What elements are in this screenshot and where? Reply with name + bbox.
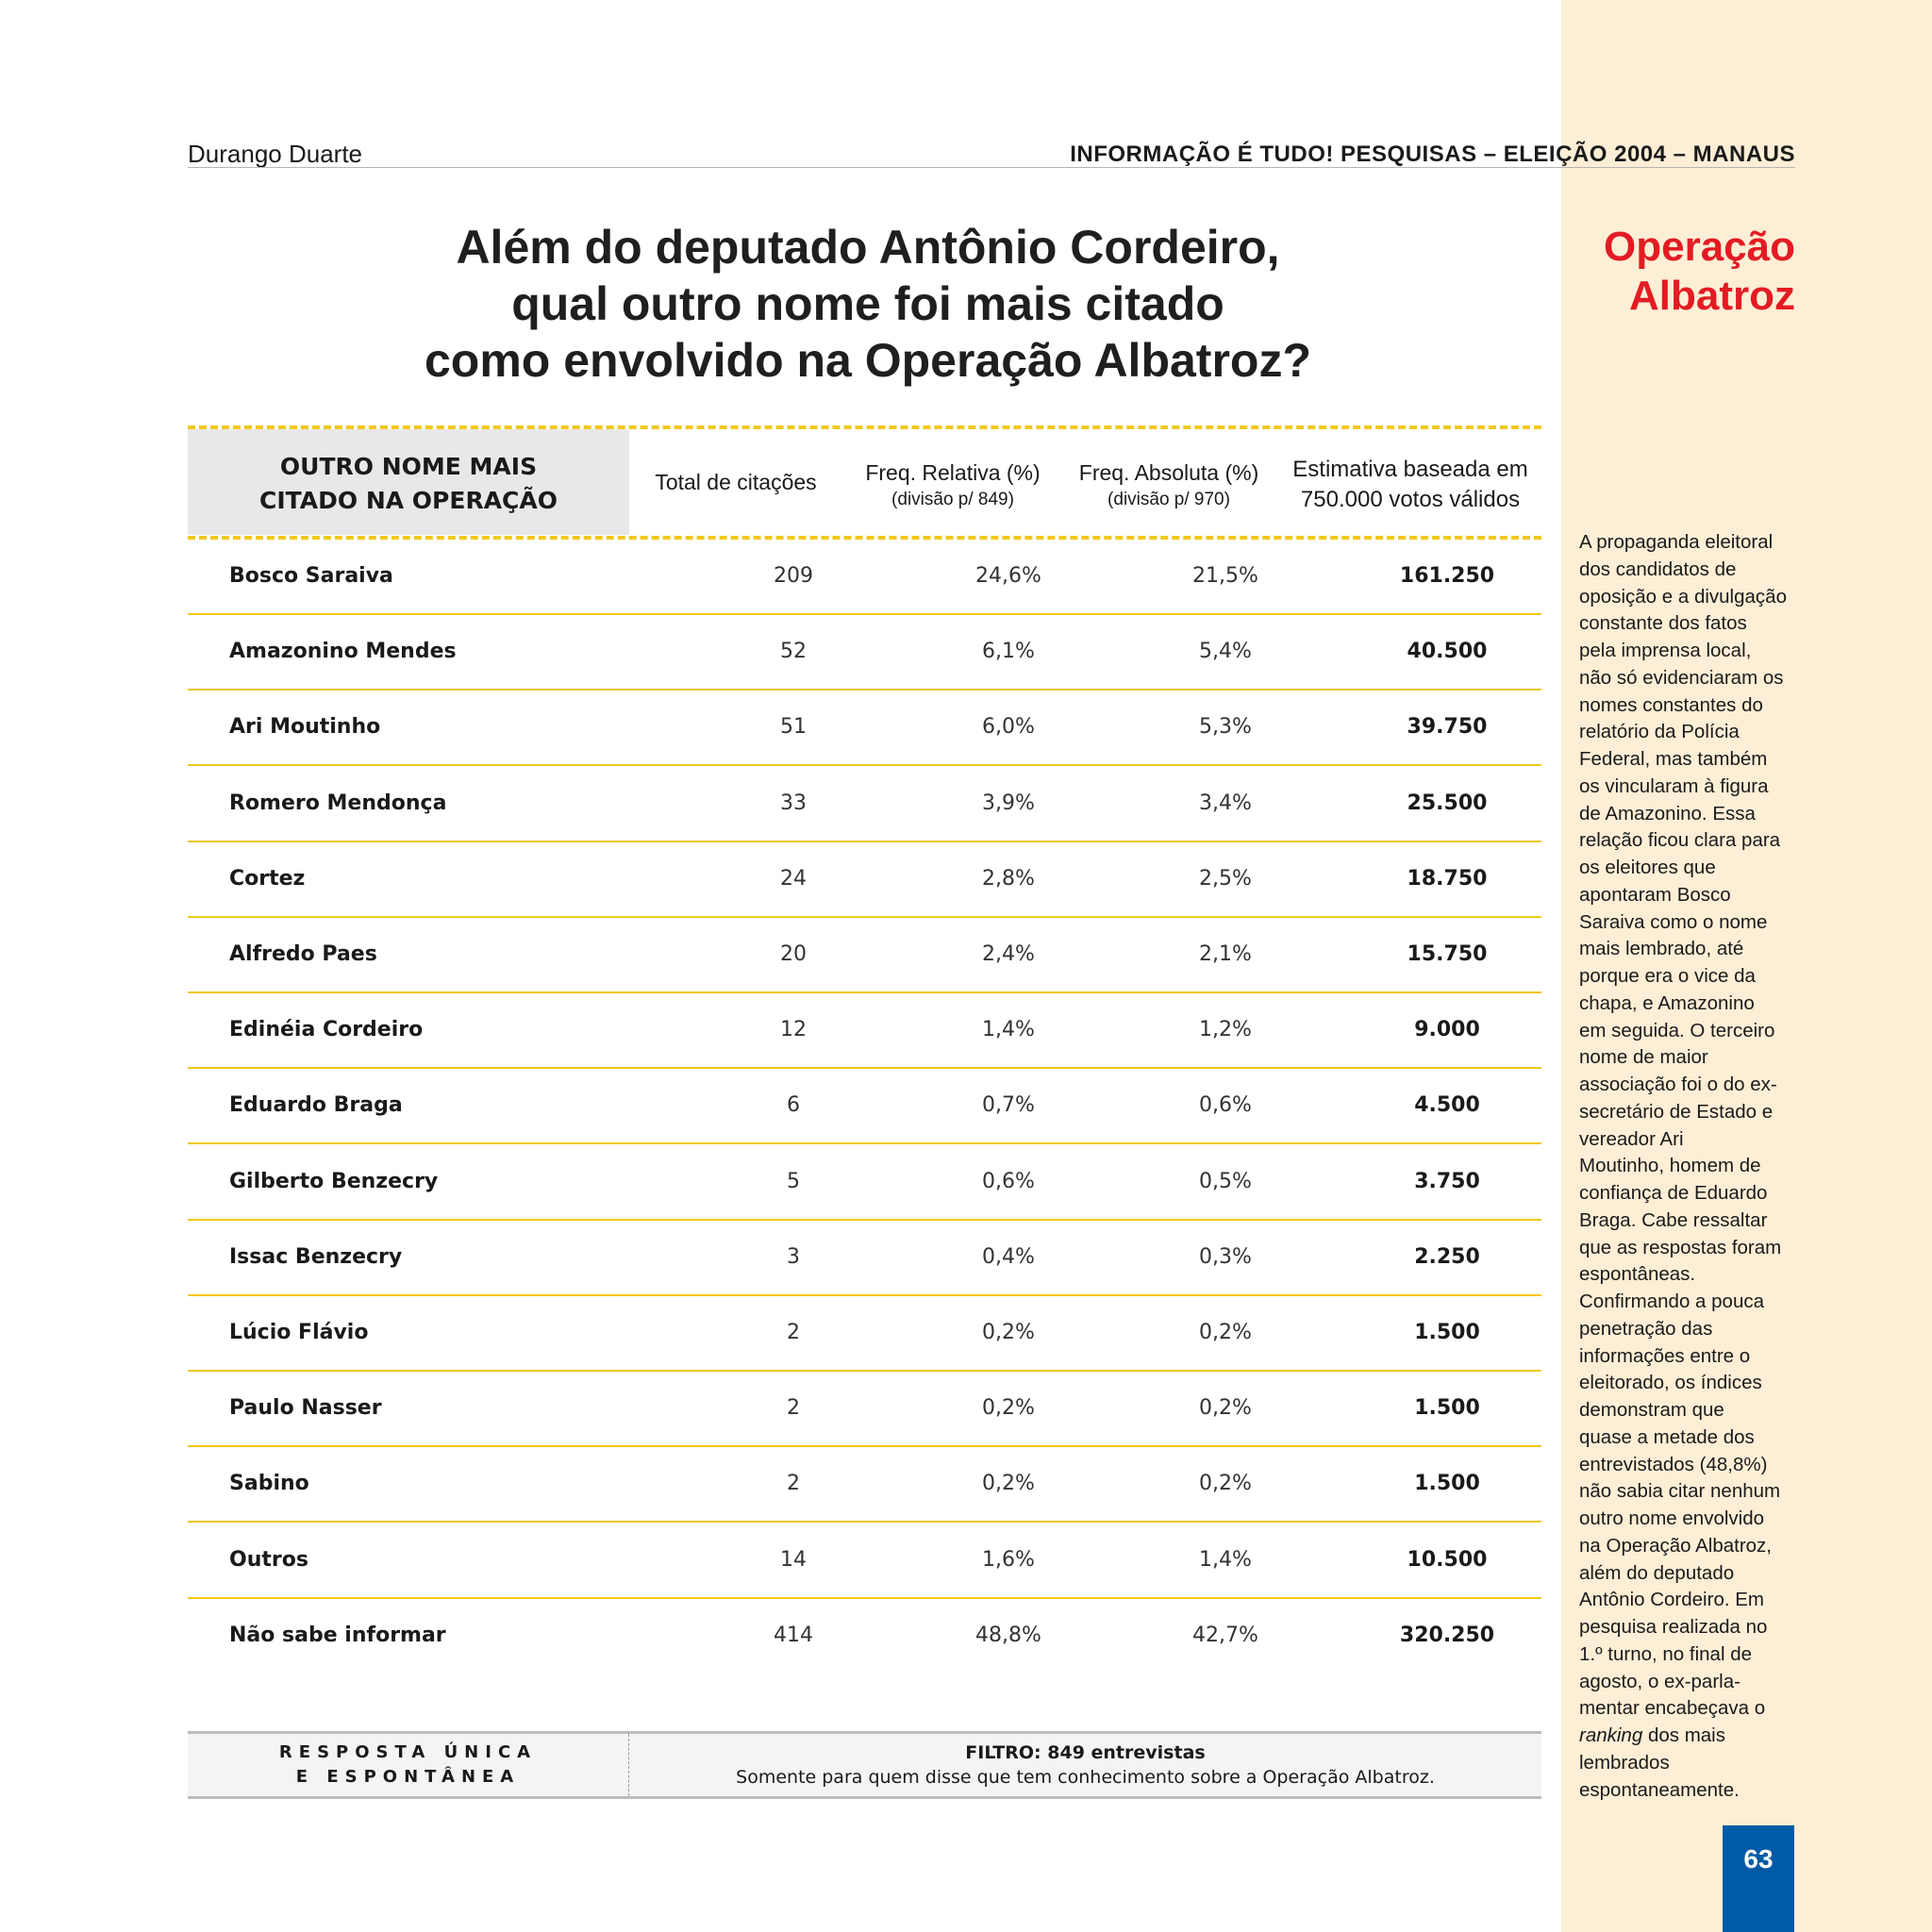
row-absolute: 1,2% bbox=[1199, 1018, 1252, 1041]
sidebar-text-line: eleitorado, os índices bbox=[1579, 1372, 1762, 1394]
row-total: 2 bbox=[787, 1321, 800, 1344]
row-name: Eduardo Braga bbox=[229, 1093, 403, 1117]
column-header-name-line: OUTRO NOME MAIS bbox=[279, 453, 538, 480]
row-relative: 2,8% bbox=[982, 867, 1035, 891]
row-absolute: 21,5% bbox=[1192, 564, 1258, 588]
column-header-relative bbox=[849, 458, 1057, 513]
sidebar-text-line: Braga. Cabe ressaltar bbox=[1579, 1208, 1768, 1231]
row-name: Alfredo Paes bbox=[229, 942, 377, 966]
row-estimate: 3.750 bbox=[1414, 1170, 1480, 1193]
sidebar-text-line: chapa, e Amazonino bbox=[1579, 991, 1755, 1014]
sidebar-text-line: na Operação Albatroz, bbox=[1579, 1534, 1772, 1557]
sidebar-text-line: associação foi o do ex- bbox=[1579, 1074, 1777, 1095]
row-name: Sabino bbox=[229, 1472, 309, 1495]
row-estimate: 40.500 bbox=[1407, 640, 1488, 663]
row-estimate: 15.750 bbox=[1407, 942, 1488, 966]
table-row bbox=[188, 540, 1541, 615]
column-header-absolute-label: Freq. Absoluta (%) bbox=[1078, 460, 1259, 485]
row-estimate: 2.250 bbox=[1414, 1245, 1480, 1269]
row-absolute: 0,6% bbox=[1199, 1093, 1252, 1117]
row-absolute: 2,5% bbox=[1199, 867, 1252, 891]
question-line: Além do deputado Antônio Cordeiro, bbox=[456, 221, 1280, 274]
sidebar-text-line: os eleitores que bbox=[1579, 857, 1716, 878]
response-type bbox=[188, 1734, 629, 1796]
sidebar-text-line: quase a metade dos bbox=[1579, 1425, 1755, 1448]
table-row bbox=[188, 1221, 1541, 1296]
sidebar-title bbox=[1512, 223, 1795, 321]
sidebar-text-line: penetração das bbox=[1579, 1317, 1713, 1340]
row-absolute: 1,4% bbox=[1199, 1548, 1252, 1572]
table-row bbox=[188, 1145, 1541, 1221]
column-header-absolute bbox=[1064, 458, 1274, 513]
question-line: como envolvido na Operação Albatroz? bbox=[425, 334, 1311, 387]
table-row bbox=[188, 1599, 1541, 1674]
sidebar-text-line: apontaram Bosco bbox=[1579, 883, 1731, 906]
column-header-estimate bbox=[1278, 455, 1542, 515]
column-header-total-label: Total de citações bbox=[655, 470, 817, 494]
sidebar-text-line: Moutinho, homem de bbox=[1579, 1155, 1761, 1177]
row-total: 24 bbox=[780, 867, 807, 891]
row-total: 52 bbox=[780, 640, 807, 663]
row-relative: 0,2% bbox=[982, 1321, 1035, 1344]
row-estimate: 320.250 bbox=[1399, 1624, 1495, 1647]
row-name: Cortez bbox=[229, 867, 306, 891]
row-total: 209 bbox=[774, 564, 813, 588]
response-type-line: E ESPONTÂNEA bbox=[295, 1767, 521, 1787]
row-relative: 1,6% bbox=[982, 1548, 1035, 1572]
row-estimate: 39.750 bbox=[1407, 715, 1488, 739]
row-total: 12 bbox=[780, 1018, 807, 1041]
row-relative: 3,9% bbox=[982, 791, 1035, 815]
sidebar-title-line: Operação bbox=[1604, 224, 1795, 270]
row-relative: 0,4% bbox=[982, 1245, 1035, 1269]
column-header-relative-label: Freq. Relativa (%) bbox=[865, 460, 1041, 485]
row-absolute: 5,4% bbox=[1199, 640, 1252, 663]
table-row bbox=[188, 918, 1541, 993]
sidebar-text-line: espontâneas. bbox=[1579, 1263, 1696, 1286]
row-estimate: 4.500 bbox=[1414, 1093, 1480, 1117]
row-estimate: 1.500 bbox=[1414, 1396, 1480, 1420]
sidebar-text-line: mais lembrado, até bbox=[1579, 938, 1744, 960]
row-total: 414 bbox=[774, 1624, 813, 1647]
row-total: 2 bbox=[787, 1396, 800, 1420]
sidebar-text-line: pela imprensa local, bbox=[1579, 640, 1752, 661]
sidebar-text-line: constante dos fatos bbox=[1579, 612, 1747, 635]
sidebar-text-line: pesquisa realizada no bbox=[1579, 1616, 1768, 1638]
column-header-relative-sub: (divisão p/ 849) bbox=[891, 490, 1014, 509]
row-total: 20 bbox=[780, 942, 807, 966]
sidebar-text-line: oposição e a divulgação bbox=[1579, 585, 1787, 608]
sidebar-text-line: A propaganda eleitoral bbox=[1579, 531, 1774, 553]
sidebar-text-line: dos candidatos de bbox=[1579, 558, 1737, 580]
sidebar-text-line: espontaneamente. bbox=[1579, 1778, 1740, 1801]
sidebar-text-line: agosto, o ex-parla- bbox=[1579, 1670, 1740, 1692]
table-row bbox=[188, 993, 1541, 1069]
sidebar-text-line: entrevistados (48,8%) bbox=[1579, 1453, 1768, 1475]
sidebar-text-line: nome de maior bbox=[1579, 1046, 1708, 1069]
row-estimate: 1.500 bbox=[1414, 1321, 1480, 1344]
sidebar-title-line: Albatroz bbox=[1629, 273, 1795, 319]
row-total: 51 bbox=[780, 715, 807, 739]
page-number: 63 bbox=[1723, 1825, 1794, 1932]
row-name: Gilberto Benzecry bbox=[229, 1170, 439, 1193]
sidebar-text-line: Saraiva como o nome bbox=[1579, 910, 1768, 933]
row-absolute: 0,2% bbox=[1199, 1321, 1252, 1344]
column-header-estimate-line: 750.000 votos válidos bbox=[1300, 487, 1521, 512]
table-row bbox=[188, 767, 1541, 842]
row-name: Outros bbox=[229, 1548, 308, 1572]
row-relative: 2,4% bbox=[982, 942, 1035, 966]
filter-description: Somente para quem disse que tem conhecimento sobre a Operação Albatroz. bbox=[736, 1767, 1435, 1788]
column-header-absolute-sub: (divisão p/ 970) bbox=[1108, 490, 1230, 509]
sidebar-text-line: que as respostas foram bbox=[1579, 1236, 1782, 1258]
sidebar-text-line: os vincularam à figura bbox=[1579, 774, 1769, 797]
sidebar-text-line: relatório da Polícia bbox=[1579, 721, 1740, 743]
row-total: 2 bbox=[787, 1472, 800, 1495]
table-row bbox=[188, 615, 1541, 691]
row-absolute: 5,3% bbox=[1199, 715, 1252, 739]
sidebar-text-line: relação ficou clara para bbox=[1579, 829, 1781, 852]
column-header-estimate-line: Estimativa baseada em bbox=[1292, 457, 1528, 482]
row-absolute: 0,2% bbox=[1199, 1472, 1252, 1495]
sidebar-text-line: não sabia citar nenhum bbox=[1579, 1480, 1781, 1503]
sidebar-text-line: 1.º turno, no final de bbox=[1579, 1642, 1752, 1665]
row-absolute: 3,4% bbox=[1199, 791, 1252, 815]
row-estimate: 18.750 bbox=[1407, 867, 1488, 891]
row-absolute: 2,1% bbox=[1199, 942, 1252, 966]
row-estimate: 1.500 bbox=[1414, 1472, 1480, 1495]
column-header-name bbox=[188, 450, 629, 518]
row-relative: 1,4% bbox=[982, 1018, 1035, 1041]
filter-label: FILTRO: 849 entrevistas bbox=[965, 1742, 1206, 1763]
header-divider bbox=[188, 167, 1795, 168]
row-name: Ari Moutinho bbox=[229, 715, 381, 739]
row-absolute: 0,3% bbox=[1199, 1245, 1252, 1269]
row-relative: 6,0% bbox=[982, 715, 1035, 739]
sidebar-text-line: além do deputado bbox=[1579, 1561, 1735, 1584]
sidebar-text-line: secretário de Estado e bbox=[1579, 1100, 1774, 1123]
publication-title: INFORMAÇÃO É TUDO! PESQUISAS – ELEIÇÃO 2004 – MANAUS bbox=[1070, 142, 1795, 167]
filter-note bbox=[629, 1734, 1541, 1796]
row-relative: 6,1% bbox=[982, 640, 1035, 663]
row-name: Issac Benzecry bbox=[229, 1245, 403, 1269]
table-row bbox=[188, 1447, 1541, 1523]
row-total: 14 bbox=[780, 1548, 807, 1572]
table-row bbox=[188, 842, 1541, 918]
row-relative: 24,6% bbox=[975, 564, 1041, 588]
sidebar-text-line: não só evidenciaram os bbox=[1579, 666, 1784, 689]
sidebar-text-line: demonstram que bbox=[1579, 1399, 1724, 1421]
author-name: Durango Duarte bbox=[188, 140, 362, 168]
row-relative: 0,6% bbox=[982, 1170, 1035, 1193]
sidebar-text-line: Confirmando a pouca bbox=[1579, 1291, 1765, 1312]
sidebar-text-line: lembrados bbox=[1579, 1751, 1670, 1774]
sidebar-text-line: confiança de Eduardo bbox=[1579, 1182, 1768, 1204]
question-title bbox=[311, 219, 1424, 389]
row-name: Bosco Saraiva bbox=[229, 564, 393, 588]
table-footer bbox=[188, 1731, 1541, 1799]
row-absolute: 0,5% bbox=[1199, 1170, 1252, 1193]
sidebar-text-line: em seguida. O terceiro bbox=[1579, 1019, 1775, 1041]
sidebar-text-line: de Amazonino. Essa bbox=[1579, 802, 1756, 824]
row-name: Amazonino Mendes bbox=[229, 640, 457, 663]
sidebar-text-line: Antônio Cordeiro. Em bbox=[1579, 1589, 1764, 1611]
sidebar-text-line: informações entre o bbox=[1579, 1344, 1751, 1367]
sidebar-text-line: Federal, mas também bbox=[1579, 748, 1768, 770]
row-name: Paulo Nasser bbox=[229, 1396, 382, 1420]
row-total: 6 bbox=[787, 1093, 800, 1117]
row-relative: 0,2% bbox=[982, 1396, 1035, 1420]
row-relative: 0,2% bbox=[982, 1472, 1035, 1495]
row-total: 5 bbox=[787, 1170, 800, 1193]
row-relative: 48,8% bbox=[975, 1624, 1041, 1647]
question-line: qual outro nome foi mais citado bbox=[511, 277, 1224, 330]
row-estimate: 25.500 bbox=[1407, 791, 1488, 815]
sidebar-text-line: ranking dos mais bbox=[1579, 1724, 1725, 1746]
row-absolute: 0,2% bbox=[1199, 1396, 1252, 1420]
table-row bbox=[188, 1069, 1541, 1144]
column-header-name-line: CITADO NA OPERAÇÃO bbox=[259, 487, 558, 514]
table-row bbox=[188, 1372, 1541, 1447]
sidebar-text bbox=[1579, 529, 1802, 1804]
row-estimate: 10.500 bbox=[1407, 1548, 1488, 1572]
sidebar-text-line: nomes constantes do bbox=[1579, 693, 1763, 716]
table-row bbox=[188, 691, 1541, 766]
row-name: Edinéia Cordeiro bbox=[229, 1018, 424, 1041]
row-name: Lúcio Flávio bbox=[229, 1321, 369, 1344]
row-name: Romero Mendonça bbox=[229, 791, 447, 815]
sidebar-text-line: outro nome envolvido bbox=[1579, 1507, 1765, 1529]
table-row bbox=[188, 1296, 1541, 1372]
row-total: 33 bbox=[780, 791, 807, 815]
sidebar-text-line: mentar encabeçava o bbox=[1579, 1697, 1766, 1720]
row-estimate: 9.000 bbox=[1414, 1018, 1480, 1041]
sidebar-text-line: porque era o vice da bbox=[1579, 965, 1756, 987]
column-header-total bbox=[641, 468, 830, 496]
row-estimate: 161.250 bbox=[1399, 564, 1495, 588]
sidebar-text-line: vereador Ari bbox=[1579, 1127, 1684, 1150]
response-type-line: RESPOSTA ÚNICA bbox=[278, 1742, 538, 1762]
row-absolute: 42,7% bbox=[1192, 1624, 1258, 1647]
row-name: Não sabe informar bbox=[229, 1624, 446, 1647]
row-relative: 0,7% bbox=[982, 1093, 1035, 1117]
table-row bbox=[188, 1524, 1541, 1599]
row-total: 3 bbox=[787, 1245, 800, 1269]
